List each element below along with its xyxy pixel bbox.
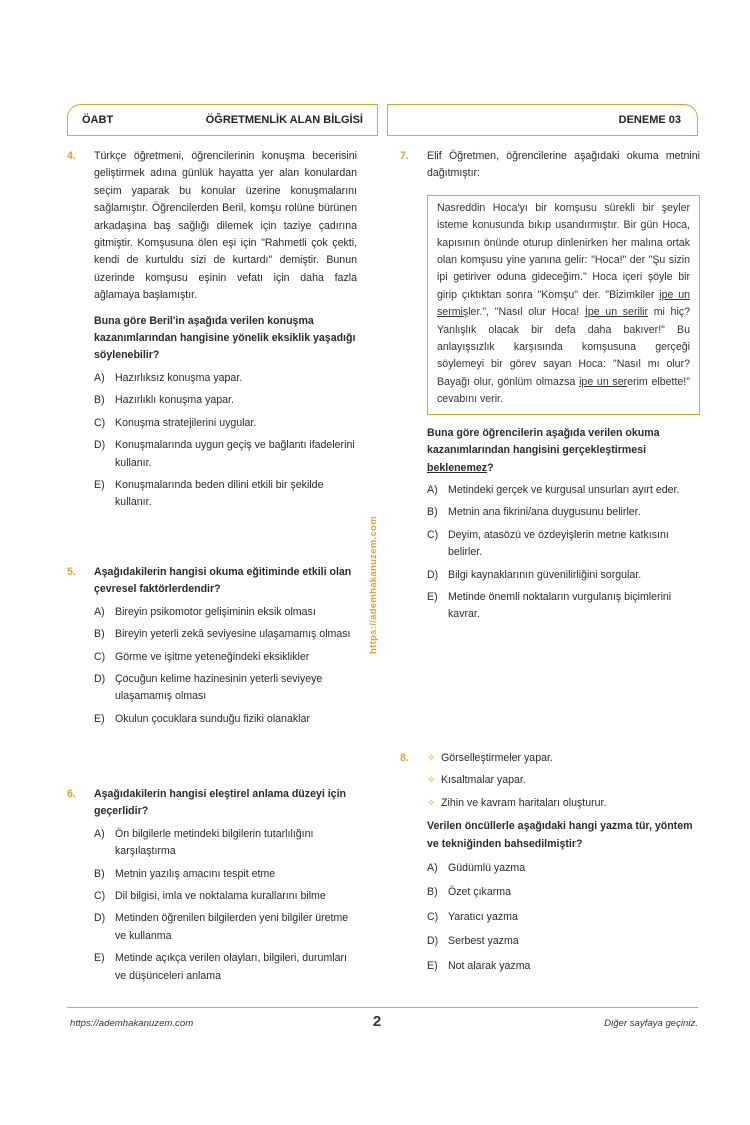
- option-letter: E): [94, 712, 105, 725]
- premise-text: Görselleştirmeler yapar.: [441, 752, 553, 764]
- option-text: Bireyin psikomotor gelişiminin eksik olması: [115, 605, 316, 618]
- option-d[interactable]: [427, 567, 700, 584]
- option-letter: C): [94, 890, 106, 903]
- option-b[interactable]: [94, 626, 357, 643]
- page-number: 2: [372, 1013, 382, 1030]
- option-e[interactable]: [94, 950, 357, 985]
- question-number: 5.: [67, 566, 76, 578]
- premise-list: [427, 750, 700, 812]
- diamond-bullet-icon: ✧: [427, 797, 436, 809]
- answer-options: [427, 860, 700, 975]
- option-text: Metnin ana fikrini/ana duygusunu belirler.: [448, 506, 641, 519]
- exam-code: ÖABT: [82, 114, 114, 126]
- question-8: [400, 750, 700, 975]
- question-5: [67, 564, 357, 728]
- header-right-box: [387, 104, 698, 136]
- question-number: 4.: [67, 150, 76, 162]
- answer-options: [94, 370, 357, 512]
- question-prompt: Buna göre Beril'in aşağıda verilen konuşma kazanımlarından hangisine yönelik eksiklik yaşadığı söylenebilir?: [94, 314, 356, 362]
- footer-url-link[interactable]: https://ademhakanuzem.com: [70, 1018, 194, 1029]
- option-letter: B): [94, 628, 105, 641]
- question-7: [400, 148, 700, 624]
- option-a[interactable]: [94, 370, 357, 387]
- question-4: [67, 148, 357, 512]
- option-text: Metinde önemli noktaların vurgulanış biçimlerini kavrar.: [448, 590, 672, 621]
- option-letter: A): [427, 862, 438, 875]
- option-text: Okulun çocuklara sunduğu fiziki olanaklar: [115, 712, 310, 725]
- option-letter: A): [427, 483, 438, 496]
- question-stem: Elif Öğretmen, öğrencilerine aşağıdaki okuma metnini dağıtmıştır:: [427, 150, 700, 180]
- passage-text: ler.", "Nasıl olur Hoca!: [468, 306, 585, 319]
- option-letter: B): [94, 867, 105, 880]
- question-number: 8.: [400, 752, 409, 764]
- option-text: Konuşma stratejilerini uygular.: [115, 416, 257, 429]
- option-c[interactable]: [427, 527, 700, 562]
- option-text: Yaratıcı yazma: [448, 910, 518, 923]
- option-text: Güdümlü yazma: [448, 862, 526, 875]
- option-letter: E): [427, 959, 438, 972]
- question-prompt: Aşağıdakilerin hangisi eleştirel anlama düzeyi için geçerlidir?: [94, 788, 346, 818]
- question-6: [67, 786, 357, 985]
- next-page-note: Diğer sayfaya geçiniz.: [604, 1018, 698, 1029]
- reading-passage-box: [427, 195, 700, 415]
- option-d[interactable]: [427, 933, 700, 950]
- option-d[interactable]: [94, 910, 357, 945]
- premise-item: [427, 772, 700, 789]
- premise-text: Zihin ve kavram haritaları oluşturur.: [441, 796, 607, 809]
- answer-options: [427, 482, 700, 624]
- option-b[interactable]: [94, 392, 357, 409]
- passage-text: mi hiç? Yanlışlık olacak bir defa daha bakıver!" Bu anlayışsızlık karşısında komşusuna gerçeği söylemeyi bir görev sayan Hoca: "Nasıl mı olur? Bayağı olur, gönlüm olmazsa: [437, 306, 690, 388]
- prompt-underlined-word: beklenemez: [427, 461, 488, 474]
- premise-item: [427, 750, 700, 767]
- footer-divider: [67, 1007, 698, 1008]
- option-text: Deyim, atasözü ve özdeyişlerin metne katkısını belirler.: [448, 528, 669, 559]
- right-column: [400, 148, 700, 972]
- option-b[interactable]: [94, 866, 357, 883]
- option-letter: C): [94, 416, 106, 429]
- option-text: Metnin yazılış amacını tespit etme: [115, 867, 276, 880]
- prompt-text: Buna göre öğrencilerin aşağıda verilen okuma kazanımlarından hangisini gerçekleştirmesi: [427, 426, 660, 457]
- option-text: Metinden öğrenilen bilgilerden yeni bilgiler üretme ve kullanma: [115, 912, 349, 942]
- passage-underlined-text: ipe un sermiş: [437, 288, 690, 319]
- option-letter: A): [94, 371, 105, 384]
- option-text: Bireyin yeterli zekâ seviyesine ulaşamamış olması: [115, 628, 351, 641]
- option-letter: D): [94, 912, 106, 925]
- option-text: Çocuğun kelime hazinesinin yeterli seviyeye ulaşamamış olması: [115, 673, 323, 703]
- option-b[interactable]: [427, 504, 700, 521]
- premise-text: Kısaltmalar yapar.: [441, 774, 526, 787]
- option-text: Dil bilgisi, imla ve noktalama kurallarını bilme: [115, 890, 326, 903]
- option-letter: D): [94, 439, 106, 452]
- option-text: Metinde açıkça verilen olayları, bilgileri, durumları ve düşünceleri anlama: [115, 952, 347, 982]
- answer-options: [94, 826, 357, 985]
- passage-text: Nasreddin Hoca'yı bir komşusu sürekli bir şeyler isteme konusunda bıkıp usandırmıştır. Bir gün Hoca, kapısının önünde oturup dinlenirken her malına ortak olan komşusu yine yanına gelir: "Hoca!" der "Şu sizin ipi getiriver oduna gideceğim." Hoca içeri şöyle bir girip çıktıktan sonra "Komşu" der. "Bizimkiler: [437, 201, 690, 301]
- option-letter: B): [94, 394, 105, 407]
- option-a[interactable]: [427, 482, 700, 499]
- premise-item: [427, 795, 700, 812]
- header-left-box: [67, 104, 378, 136]
- option-e[interactable]: [427, 958, 700, 975]
- option-letter: E): [94, 952, 105, 965]
- option-letter: C): [427, 528, 439, 541]
- option-text: Özet çıkarma: [448, 886, 511, 899]
- option-letter: E): [94, 478, 105, 491]
- passage-text: erim elbette!" cevabını verir.: [437, 375, 690, 406]
- option-c[interactable]: [94, 415, 357, 432]
- option-letter: A): [94, 605, 105, 618]
- option-b[interactable]: [427, 884, 700, 901]
- option-text: Ön bilgilerle metindeki bilgilerin tutarlılığını karşılaştırma: [115, 827, 314, 858]
- diamond-bullet-icon: ✧: [427, 775, 436, 787]
- option-letter: B): [427, 506, 438, 519]
- option-c[interactable]: [94, 649, 357, 666]
- question-number: 7.: [400, 150, 409, 162]
- option-e[interactable]: [427, 589, 700, 624]
- option-a[interactable]: [94, 604, 357, 621]
- passage-underlined-text: ipe un ser: [579, 375, 628, 388]
- side-watermark-url: https://ademhakanuzem.com: [368, 516, 379, 654]
- passage-underlined-text: İpe un serilir: [584, 306, 649, 319]
- option-d[interactable]: [94, 437, 357, 472]
- option-letter: D): [427, 568, 439, 581]
- option-text: Konuşmalarında beden dilini etkili bir şekilde kullanır.: [115, 478, 324, 509]
- option-text: Konuşmalarında uygun geçiş ve bağlantı ifadelerini kullanır.: [115, 439, 355, 469]
- question-number: 6.: [67, 788, 76, 800]
- option-text: Not alarak yazma: [448, 959, 531, 972]
- question-prompt: [427, 425, 700, 477]
- prompt-text: ?: [487, 461, 494, 474]
- option-letter: C): [427, 910, 439, 923]
- option-letter: E): [427, 590, 438, 603]
- option-c[interactable]: [94, 888, 357, 905]
- option-text: Görme ve işitme yeteneğindeki eksiklikler: [115, 650, 310, 663]
- option-letter: B): [427, 886, 438, 899]
- subject-title: ÖĞRETMENLİK ALAN BİLGİSİ: [205, 114, 363, 126]
- exam-title: DENEME 03: [618, 114, 681, 126]
- option-a[interactable]: [94, 826, 357, 861]
- answer-options: [94, 604, 357, 728]
- option-a[interactable]: [427, 860, 700, 877]
- option-text: Hazırlıksız konuşma yapar.: [115, 371, 243, 384]
- option-c[interactable]: [427, 909, 700, 926]
- diamond-bullet-icon: ✧: [427, 753, 436, 764]
- option-text: Metindeki gerçek ve kurgusal unsurları ayırt eder.: [448, 483, 680, 496]
- option-e[interactable]: [94, 711, 357, 728]
- option-text: Bilgi kaynaklarının güvenilirliğini sorgular.: [448, 568, 642, 581]
- question-stem: Türkçe öğretmeni, öğrencilerinin konuşma becerisini geliştirmek adına günlük hayatta yer alan konulardan seçim yaparak bu konular üzerine konuşmalarını sağlamıştır. Öğrencilerden Beril, komşu rolüne bürünen arkadaşına baş sağlığı dilemek için taziye çadırına gitmiştir. Komşusuna ölen eşi için "Rahmetli çok çekti, kendi de kurtuldu sizi de kurtardı" demiştir. Bunun üzerinde komşusu eşinin vefatı için daha fazla ağlamaya başlamıştır.: [94, 150, 357, 302]
- option-text: Serbest yazma: [448, 935, 519, 948]
- option-letter: D): [427, 935, 439, 948]
- option-letter: C): [94, 650, 106, 663]
- question-prompt: Aşağıdakilerin hangisi okuma eğitiminde etkili olan çevresel faktörlerdendir?: [94, 566, 352, 596]
- option-letter: D): [94, 673, 106, 686]
- option-text: Hazırlıklı konuşma yapar.: [115, 394, 234, 407]
- option-letter: A): [94, 827, 105, 840]
- option-d[interactable]: [94, 671, 357, 706]
- left-column: [67, 148, 357, 982]
- question-prompt: Verilen öncüllerle aşağıdaki hangi yazma tür, yöntem ve tekniğinden bahsedilmiştir?: [427, 820, 693, 850]
- option-e[interactable]: [94, 477, 357, 512]
